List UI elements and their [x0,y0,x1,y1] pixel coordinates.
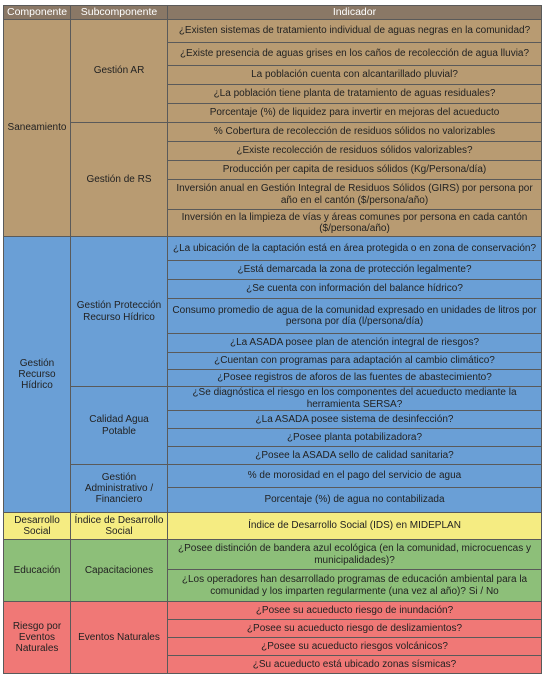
indicador-cell: Inversión en la limpieza de vías y áreas comunes por persona en cada cantón ($/persona/año) [168,210,542,237]
indicador-cell: ¿La población tiene planta de tratamiento de aguas residuales? [168,85,542,104]
subcomponente-gestion-rs: Gestión de RS [71,123,168,237]
header-componente: Componente [4,6,71,20]
subcomponente-proteccion: Gestión Protección Recurso Hídrico [71,237,168,387]
table-row [4,237,542,261]
indicador-cell: ¿Posee su acueducto riesgos volcánicos? [168,638,542,656]
indicador-cell: ¿La ubicación de la captación está en área protegida o en zona de conservación? [168,237,542,261]
indicador-cell: ¿Posee distinción de bandera azul ecológica (en la comunidad, microcuencas y municipalidades)? [168,540,542,570]
indicador-cell: ¿Está demarcada la zona de protección legalmente? [168,261,542,280]
subcomponente-administrativo: Gestión Administrativo / Financiero [71,465,168,513]
indicator-table [3,5,542,674]
table-row [4,387,542,411]
indicador-cell: ¿Posee la ASADA sello de calidad sanitaria? [168,447,542,465]
indicador-cell: % Cobertura de recolección de residuos sólidos no valorizables [168,123,542,142]
indicador-cell: ¿Posee su acueducto riesgo de deslizamientos? [168,620,542,638]
indicador-cell: % de morosidad en el pago del servicio de agua [168,465,542,488]
table-row [4,602,542,620]
indicador-cell: ¿La ASADA posee sistema de desinfección? [168,411,542,429]
table-row [4,540,542,570]
indicador-cell: ¿Existe recolección de residuos sólidos valorizables? [168,142,542,161]
indicador-cell: Inversión anual en Gestión Integral de Residuos Sólidos (GIRS) por persona por año en el cantón ($/persona/año) [168,180,542,210]
indicador-cell: ¿Posee su acueducto riesgo de inundación? [168,602,542,620]
subcomponente-indice-social: Índice de Desarrollo Social [71,513,168,540]
table-row [4,20,542,43]
table-row [4,123,542,142]
componente-recurso-hidrico: Gestión Recurso Hídrico [4,237,71,513]
indicador-cell: ¿Existen sistemas de tratamiento individual de aguas negras en la comunidad? [168,20,542,43]
indicador-cell: Producción per capita de residuos sólidos (Kg/Persona/día) [168,161,542,180]
subcomponente-capacitaciones: Capacitaciones [71,540,168,602]
indicador-cell: ¿Su acueducto está ubicado zonas sísmicas? [168,656,542,674]
indicador-cell: ¿Existe presencia de aguas grises en los caños de recolección de agua lluvia? [168,43,542,66]
subcomponente-calidad: Calidad Agua Potable [71,387,168,465]
componente-educacion: Educación [4,540,71,602]
componente-desarrollo-social: Desarrollo Social [4,513,71,540]
componente-riesgo: Riesgo por Eventos Naturales [4,602,71,674]
header-row [4,6,542,20]
table-row [4,465,542,488]
indicador-cell: Porcentaje (%) de agua no contabilizada [168,488,542,513]
indicador-cell: Consumo promedio de agua de la comunidad expresado en unidades de litros por persona por día (l/persona/día) [168,299,542,334]
componente-saneamiento: Saneamiento [4,20,71,237]
indicador-cell: ¿La ASADA posee plan de atención integral de riesgos? [168,334,542,353]
indicador-cell: ¿Cuentan con programas para adaptación al cambio climático? [168,353,542,370]
indicador-cell: Porcentaje (%) de liquidez para invertir en mejoras del acueducto [168,104,542,123]
header-subcomponente: Subcomponente [71,6,168,20]
indicador-cell: ¿Se diagnóstica el riesgo en los componentes del acueducto mediante la herramienta SERSA? [168,387,542,411]
indicador-cell: ¿Posee planta potabilizadora? [168,429,542,447]
subcomponente-eventos-naturales: Eventos Naturales [71,602,168,674]
indicador-cell: Índice de Desarrollo Social (IDS) en MIDEPLAN [168,513,542,540]
header-indicador: Indicador [168,6,542,20]
table-row [4,513,542,540]
indicador-cell: ¿Los operadores han desarrollado programas de educación ambiental para la comunidad y los imparten regularmente (una vez al año)? Si / No [168,570,542,602]
indicador-cell: ¿Se cuenta con información del balance hídrico? [168,280,542,299]
indicador-cell: La población cuenta con alcantarillado pluvial? [168,66,542,85]
indicador-cell: ¿Posee registros de aforos de las fuentes de abastecimiento? [168,370,542,387]
subcomponente-gestion-ar: Gestión AR [71,20,168,123]
